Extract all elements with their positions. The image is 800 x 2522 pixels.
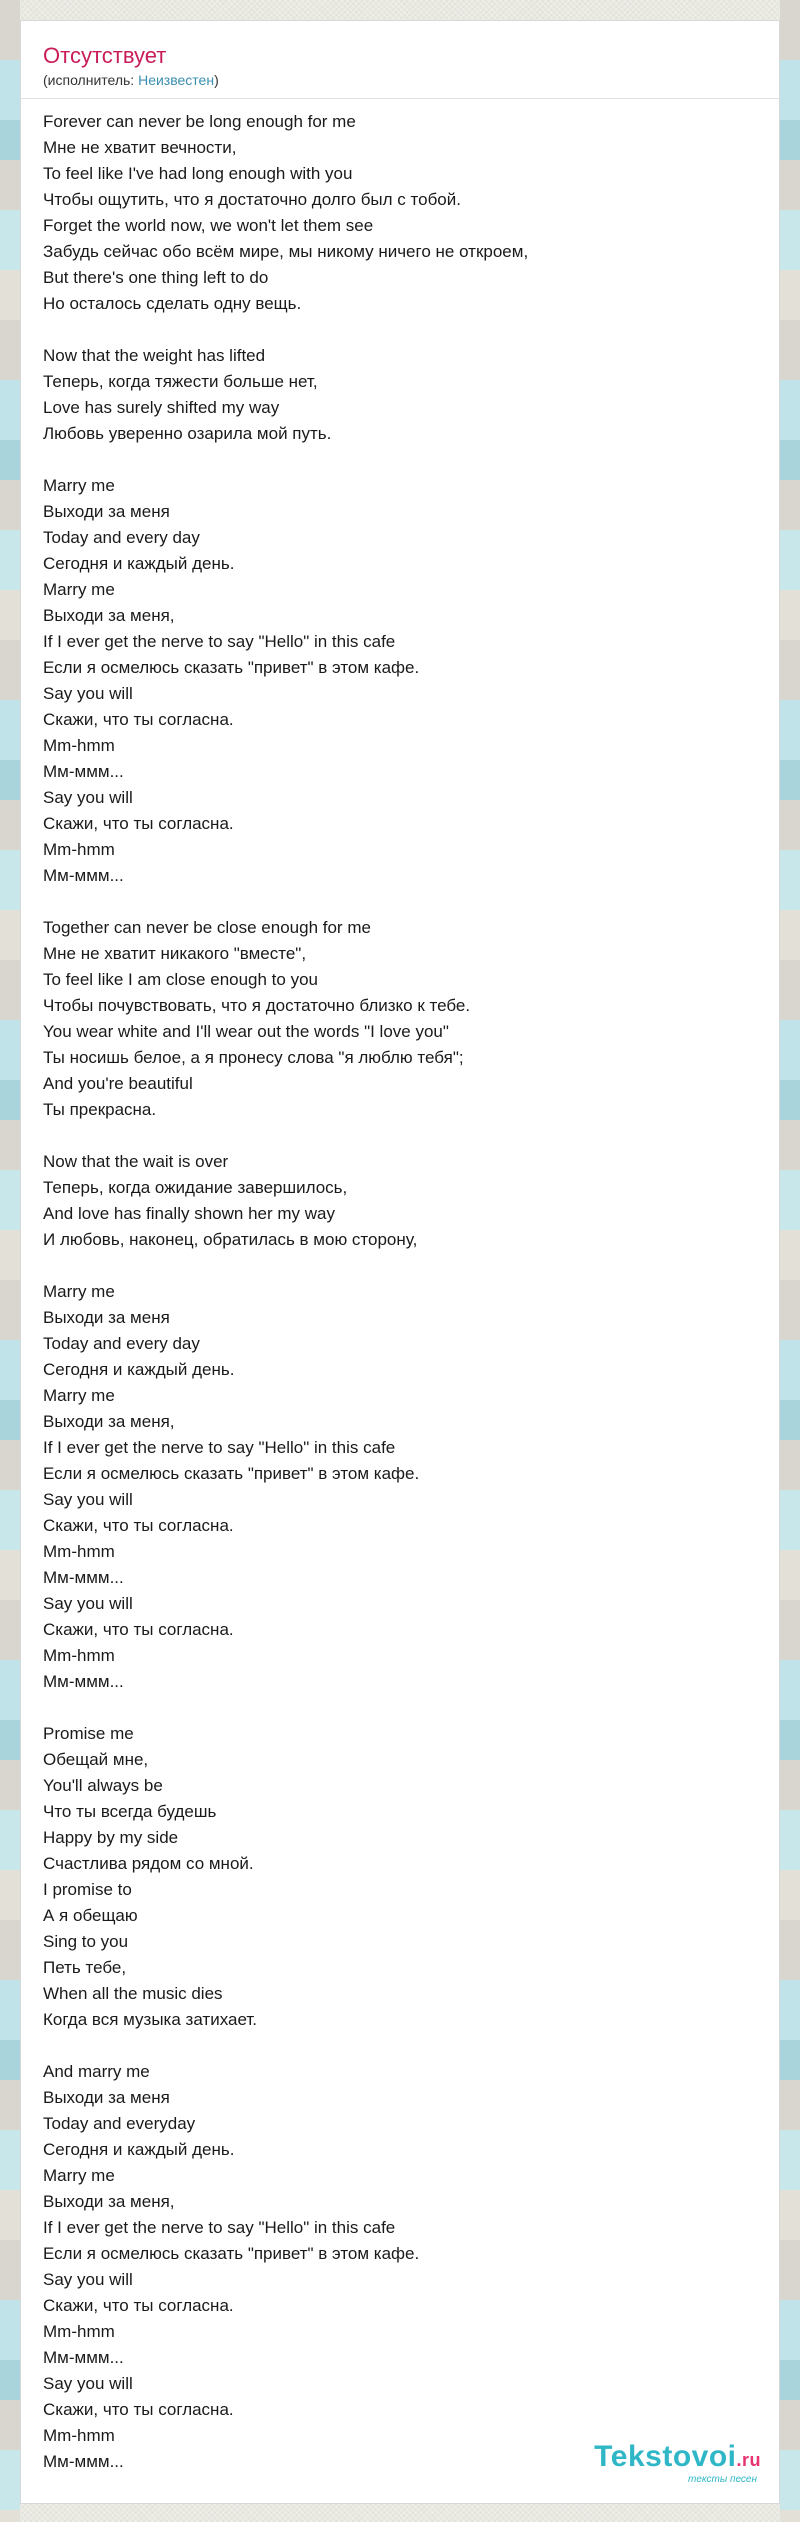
lyrics-line: Скажи, что ты согласна. (43, 1516, 234, 1535)
lyrics-line: If I ever get the nerve to say "Hello" in this cafe (43, 632, 396, 651)
lyrics-line: Marry me (43, 2166, 115, 2185)
lyrics-line: When all the music dies (43, 1984, 223, 2003)
lyrics-line: Now that the wait is over (43, 1152, 229, 1171)
lyrics-line: Now that the weight has lifted (43, 346, 266, 365)
lyrics-line: Мм-ммм... (43, 762, 124, 781)
lyrics-line: Мм-ммм... (43, 1672, 124, 1691)
lyrics-body (21, 99, 779, 2475)
lyrics-line: Выходи за меня (43, 1308, 170, 1327)
lyrics-line: Выходи за меня (43, 502, 170, 521)
lyrics-line: Чтобы почувствовать, что я достаточно близко к тебе. (43, 996, 471, 1015)
lyrics-line: To feel like I am close enough to you (43, 970, 318, 989)
lyrics-line: Ты прекрасна. (43, 1100, 157, 1119)
lyrics-line: Marry me (43, 580, 115, 599)
lyrics-stanza (43, 1721, 779, 2033)
lyrics-line: Когда вся музыка затихает. (43, 2010, 257, 2029)
lyrics-line: Today and everyday (43, 2114, 196, 2133)
lyrics-line: And you're beautiful (43, 1074, 193, 1093)
lyrics-line: If I ever get the nerve to say "Hello" in this cafe (43, 2218, 396, 2237)
lyrics-stanza (43, 1149, 779, 1253)
lyrics-line: Сегодня и каждый день. (43, 2140, 235, 2159)
lyrics-line: Теперь, когда тяжести больше нет, (43, 372, 318, 391)
lyrics-line: Если я осмелюсь сказать "привет" в этом кафе. (43, 658, 420, 677)
lyrics-line: Ты носишь белое, а я пронесу слова "я люблю тебя"; (43, 1048, 464, 1067)
artist-link[interactable]: Неизвестен (138, 72, 215, 88)
lyrics-line: Today and every day (43, 528, 200, 547)
lyrics-line: Но осталось сделать одну вещь. (43, 294, 302, 313)
lyrics-line: Say you will (43, 1594, 133, 1613)
lyrics-line: Мм-ммм... (43, 1568, 124, 1587)
lyrics-line: Выходи за меня, (43, 606, 175, 625)
artist-line (43, 72, 779, 88)
lyrics-line: Mm-hmm (43, 2322, 115, 2341)
lyrics-stanza (43, 2059, 779, 2475)
lyrics-line: Say you will (43, 2374, 133, 2393)
artist-suffix: ) (214, 72, 219, 88)
lyrics-line: Mm-hmm (43, 2426, 115, 2445)
lyrics-line: Mm-hmm (43, 1646, 115, 1665)
lyrics-card (20, 20, 780, 2504)
lyrics-line: Сегодня и каждый день. (43, 1360, 235, 1379)
lyrics-line: Что ты всегда будешь (43, 1802, 217, 1821)
lyrics-stanza (43, 1279, 779, 1695)
lyrics-line: I promise to (43, 1880, 132, 1899)
site-logo[interactable] (594, 2441, 761, 2485)
lyrics-line: But there's one thing left to do (43, 268, 269, 287)
lyrics-line: И любовь, наконец, обратилась в мою сторону, (43, 1230, 418, 1249)
lyrics-stanza (43, 473, 779, 889)
lyrics-stanza (43, 343, 779, 447)
lyrics-line: Mm-hmm (43, 840, 115, 859)
lyrics-line: Чтобы ощутить, что я достаточно долго был с тобой. (43, 190, 461, 209)
logo-tagline: тексты песен (688, 2474, 757, 2485)
lyrics-line: Скажи, что ты согласна. (43, 2400, 234, 2419)
lyrics-line: Say you will (43, 684, 133, 703)
logo-wordmark (594, 2441, 761, 2476)
lyrics-stanza (43, 915, 779, 1123)
lyrics-line: Скажи, что ты согласна. (43, 710, 234, 729)
lyrics-line: Happy by my side (43, 1828, 179, 1847)
lyrics-line: Marry me (43, 476, 115, 495)
lyrics-line: Выходи за меня (43, 2088, 170, 2107)
left-decorative-stripes (0, 0, 20, 2522)
lyrics-line: Мне не хватит вечности, (43, 138, 237, 157)
lyrics-line: If I ever get the nerve to say "Hello" in this cafe (43, 1438, 396, 1457)
lyrics-line: You'll always be (43, 1776, 163, 1795)
lyrics-line: Счастлива рядом со мной. (43, 1854, 254, 1873)
lyrics-line: Forget the world now, we won't let them see (43, 216, 374, 235)
song-header (21, 21, 779, 88)
lyrics-line: Петь тебе, (43, 1958, 127, 1977)
logo-tld: .ru (736, 2450, 761, 2470)
logo-name: Tekstovoi (594, 2440, 737, 2473)
lyrics-line: Marry me (43, 1386, 115, 1405)
lyrics-line: Marry me (43, 1282, 115, 1301)
lyrics-line: Если я осмелюсь сказать "привет" в этом кафе. (43, 2244, 420, 2263)
lyrics-line: Теперь, когда ожидание завершилось, (43, 1178, 348, 1197)
lyrics-line: Скажи, что ты согласна. (43, 2296, 234, 2315)
lyrics-line: А я обещаю (43, 1906, 138, 1925)
lyrics-line: Mm-hmm (43, 736, 115, 755)
song-title: Отсутствует (43, 43, 167, 68)
lyrics-line: Мм-ммм... (43, 2348, 124, 2367)
lyrics-line: Мне не хватит никакого "вместе", (43, 944, 307, 963)
lyrics-line: Say you will (43, 2270, 133, 2289)
lyrics-line: Если я осмелюсь сказать "привет" в этом кафе. (43, 1464, 420, 1483)
lyrics-line: And love has finally shown her my way (43, 1204, 335, 1223)
lyrics-line: Выходи за меня, (43, 2192, 175, 2211)
lyrics-line: Любовь уверенно озарила мой путь. (43, 424, 332, 443)
lyrics-line: Say you will (43, 788, 133, 807)
lyrics-line: Мм-ммм... (43, 2452, 124, 2471)
lyrics-line: You wear white and I'll wear out the words "I love you" (43, 1022, 449, 1041)
lyrics-line: Выходи за меня, (43, 1412, 175, 1431)
lyrics-line: Sing to you (43, 1932, 129, 1951)
lyrics-line: Обещай мне, (43, 1750, 149, 1769)
lyrics-line: Love has surely shifted my way (43, 398, 280, 417)
right-decorative-stripes (780, 0, 800, 2522)
lyrics-line: And marry me (43, 2062, 150, 2081)
lyrics-line: Скажи, что ты согласна. (43, 1620, 234, 1639)
lyrics-line: Forever can never be long enough for me (43, 112, 356, 131)
lyrics-line: Promise me (43, 1724, 134, 1743)
lyrics-line: Mm-hmm (43, 1542, 115, 1561)
lyrics-line: Сегодня и каждый день. (43, 554, 235, 573)
lyrics-stanza (43, 109, 779, 317)
lyrics-line: Мм-ммм... (43, 866, 124, 885)
lyrics-line: Today and every day (43, 1334, 200, 1353)
lyrics-line: Say you will (43, 1490, 133, 1509)
lyrics-line: Забудь сейчас обо всём мире, мы никому ничего не откроем, (43, 242, 529, 261)
artist-prefix: (исполнитель: (43, 72, 139, 88)
lyrics-line: To feel like I've had long enough with you (43, 164, 353, 183)
lyrics-line: Together can never be close enough for me (43, 918, 371, 937)
lyrics-line: Скажи, что ты согласна. (43, 814, 234, 833)
